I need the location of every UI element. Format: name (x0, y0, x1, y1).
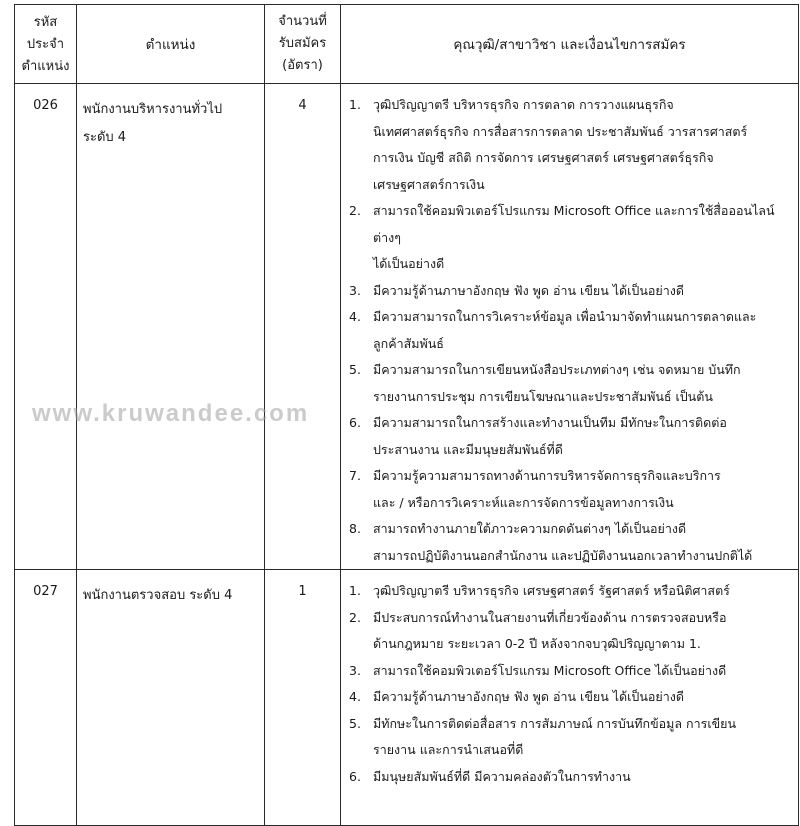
qualification-item (349, 92, 794, 198)
qualification-item-number: 2. (349, 203, 361, 218)
qualifications-list (341, 84, 798, 569)
qualification-item-text: มีความสามารถในการวิเคราะห์ข้อมูล เพื่อนำมาจัดทำแผนการตลาดและ ลูกค้าสัมพันธ์ (373, 309, 757, 351)
table-header-row (15, 5, 799, 84)
qualification-item-text: มีความรู้ความสามารถทางด้านการบริหารจัดการธุรกิจและบริการ และ / หรือการวิเคราะห์และการจัดการข้อมูลทางการเงิน (373, 468, 721, 510)
qualification-item-text: สามารถใช้คอมพิวเตอร์โปรแกรม Microsoft Office และการใช้สื่อออนไลน์ต่างๆ ได้เป็นอย่างดี (373, 203, 775, 271)
qualification-item-text: สามารถทำงานภายใต้ภาวะความกดดันต่างๆ ได้เป็นอย่างดี สามารถปฏิบัติงานนอกสำนักงาน และปฏิบัติงานนอกเวลาทำงานปกติได้ (373, 521, 753, 563)
qualification-item-text: มีความสามารถในการเขียนหนังสือประเภทต่างๆ เช่น จดหมาย บันทึก รายงานการประชุม การเขียนโฆษณาและประชาสัมพันธ์ เป็นต้น (373, 362, 741, 404)
qualification-item-text: มีความสามารถในการสร้างและทำงานเป็นทีม มีทักษะในการติดต่อ ประสานงาน และมีมนุษยสัมพันธ์ที่ดี (373, 415, 727, 457)
qualifications-list (341, 570, 798, 790)
qualification-item (349, 516, 794, 569)
openings-count-cell: 4 (265, 84, 341, 570)
qualification-item-number: 6. (349, 768, 361, 784)
qualification-item (349, 410, 794, 463)
qualification-item (349, 658, 794, 685)
qualifications-cell (341, 570, 799, 826)
qualification-item-number: 1. (349, 97, 361, 112)
qualification-item-number: 3. (349, 282, 361, 298)
header-count: จำนวนที่ รับสมัคร (อัตรา) (265, 5, 341, 84)
qualification-item-number: 7. (349, 468, 361, 483)
table-row (15, 570, 799, 826)
position-code-cell: 027 (15, 570, 77, 826)
qualification-item-text: มีมนุษยสัมพันธ์ที่ดี มีความคล่องตัวในการทำงาน (373, 768, 631, 784)
position-code-cell: 026 (15, 84, 77, 570)
qualification-item (349, 764, 794, 791)
qualification-item-number: 5. (349, 362, 361, 377)
qualification-item-number: 8. (349, 521, 361, 536)
qualification-item (349, 463, 794, 516)
position-title-cell: พนักงานบริหารงานทั่วไป ระดับ 4 (77, 84, 265, 570)
position-title-cell: พนักงานตรวจสอบ ระดับ 4 (77, 570, 265, 826)
qualification-item-text: สามารถใช้คอมพิวเตอร์โปรแกรม Microsoft Office ได้เป็นอย่างดี (373, 662, 727, 678)
qualifications-cell (341, 84, 799, 570)
qualification-item (349, 357, 794, 410)
qualification-item-number: 5. (349, 715, 361, 731)
header-qualifications: คุณวุฒิ/สาขาวิชา และเงื่อนไขการสมัคร (341, 5, 799, 84)
qualification-item-number: 4. (349, 309, 361, 324)
qualification-item-number: 4. (349, 689, 361, 704)
qualification-item-text: มีความรู้ด้านภาษาอังกฤษ ฟัง พูด อ่าน เขียน ได้เป็นอย่างดี (373, 689, 684, 704)
qualification-item-number: 6. (349, 415, 361, 430)
watermark-text: www.kruwandee.com (32, 400, 310, 427)
qualification-item (349, 711, 794, 764)
qualification-item (349, 684, 794, 711)
qualification-item (349, 605, 794, 658)
qualification-item-text: มีความรู้ด้านภาษาอังกฤษ ฟัง พูด อ่าน เขียน ได้เป็นอย่างดี (373, 282, 684, 298)
qualification-item-number: 3. (349, 662, 361, 678)
header-position: ตำแหน่ง (77, 5, 265, 84)
qualification-item-text: วุฒิปริญญาตรี บริหารธุรกิจ เศรษฐศาสตร์ รัฐศาสตร์ หรือนิติศาสตร์ (373, 583, 730, 598)
table-row (15, 84, 799, 570)
qualification-item-text: วุฒิปริญญาตรี บริหารธุรกิจ การตลาด การวางแผนธุรกิจ นิเทศศาสตร์ธุรกิจ การสื่อสารการตลาด ประชาสัมพันธ์ วารสารศาสตร์ การเงิน บัญชี สถิติ การจัดการ เศรษฐศาสตร์ เศรษฐศาสตร์ธุรกิจ เศรษฐศาสตร์การเงิน (373, 97, 748, 192)
qualification-item-text: มีทักษะในการติดต่อสื่อสาร การสัมภาษณ์ การบันทึกข้อมูล การเขียน รายงาน และการนำเสนอที่ดี (373, 715, 737, 757)
qualification-item (349, 278, 794, 305)
qualification-item (349, 198, 794, 278)
qualification-item-number: 1. (349, 583, 361, 598)
openings-count-cell: 1 (265, 570, 341, 826)
header-code: รหัส ประจำ ตำแหน่ง (15, 5, 77, 84)
recruitment-table (14, 4, 799, 826)
qualification-item (349, 578, 794, 605)
qualification-item (349, 304, 794, 357)
qualification-item-text: มีประสบการณ์ทำงานในสายงานที่เกี่ยวข้องด้าน การตรวจสอบหรือ ด้านกฎหมาย ระยะเวลา 0-2 ปี หลังจากจบวุฒิปริญญาตาม 1. (373, 609, 727, 651)
qualification-item-number: 2. (349, 609, 361, 625)
